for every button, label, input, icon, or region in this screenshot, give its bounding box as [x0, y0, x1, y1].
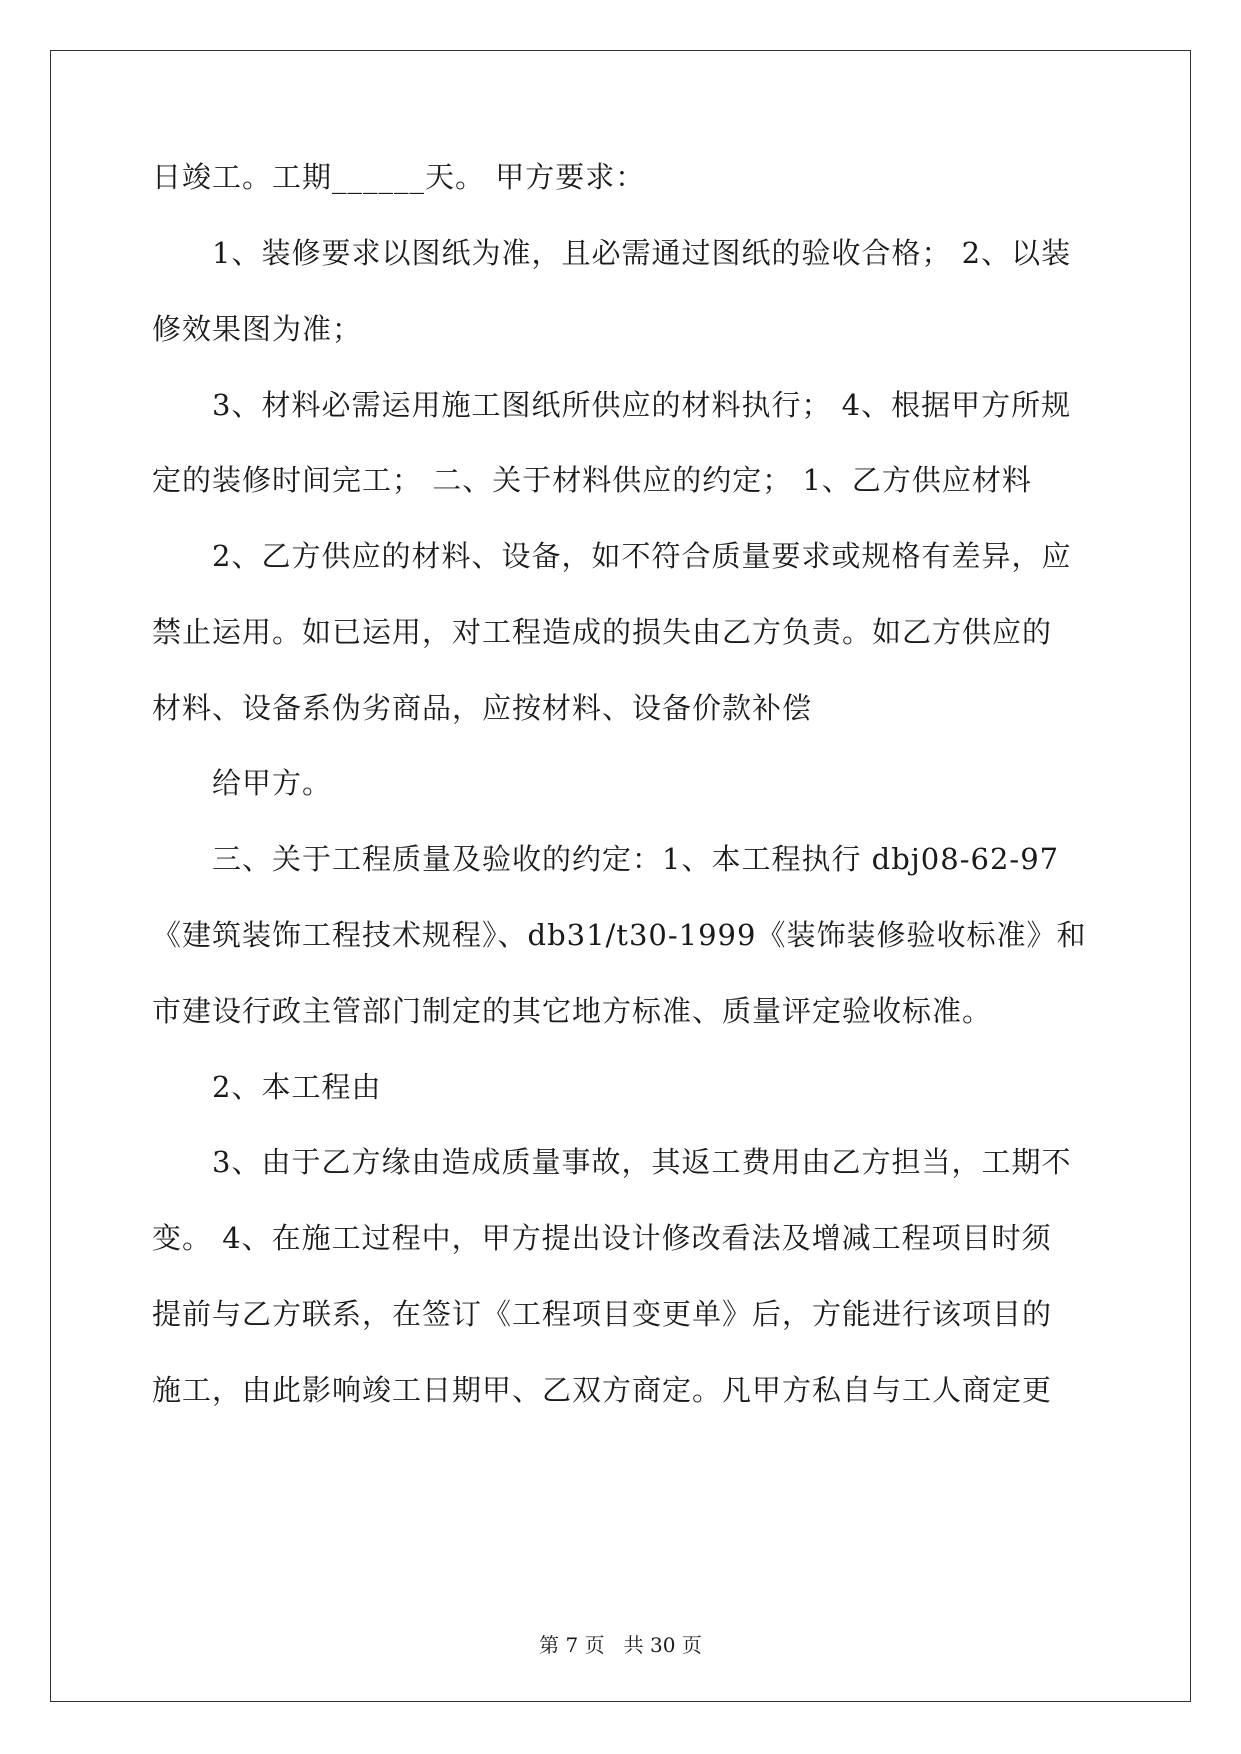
text-line: 《建筑装饰工程技术规程》、db31/t30-1999《装饰装修验收标准》和 — [152, 918, 1087, 952]
text-line: 禁止运用。如已运用，对工程造成的损失由乙方负责。如乙方供应的 — [152, 615, 1053, 649]
text-line: 日竣工。工期______天。 甲方要求： — [152, 160, 646, 194]
text-line: 1、装修要求以图纸为准，且必需通过图纸的验收合格； 2、以装 — [212, 236, 1072, 270]
text-line: 3、材料必需运用施工图纸所供应的材料执行； 4、根据甲方所规 — [212, 388, 1072, 422]
page-total: 共 30 页 — [623, 1633, 702, 1657]
page-number: 第 7 页 — [539, 1633, 605, 1657]
page-footer — [0, 1632, 1241, 1658]
text-line: 2、本工程由 — [212, 1070, 382, 1104]
text-line: 变。 4、在施工过程中，甲方提出设计修改看法及增减工程项目时须 — [152, 1221, 1052, 1255]
text-line: 3、由于乙方缘由造成质量事故，其返工费用由乙方担当，工期不 — [212, 1145, 1072, 1179]
text-line: 材料、设备系伪劣商品，应按材料、设备价款补偿 — [152, 691, 813, 725]
text-line: 施工，由此影响竣工日期甲、乙双方商定。凡甲方私自与工人商定更 — [152, 1373, 1053, 1407]
text-line: 给甲方。 — [212, 766, 333, 800]
text-line: 提前与乙方联系，在签订《工程项目变更单》后，方能进行该项目的 — [152, 1297, 1053, 1331]
text-line: 三、关于工程质量及验收的约定：1、本工程执行 dbj08-62-97 — [212, 842, 1060, 876]
text-line: 市建设行政主管部门制定的其它地方标准、质量评定验收标准。 — [152, 994, 993, 1028]
text-line: 定的装修时间完工； 二、关于材料供应的约定； 1、乙方供应材料 — [152, 463, 1032, 497]
text-line: 修效果图为准； — [152, 312, 363, 346]
text-line: 2、乙方供应的材料、设备，如不符合质量要求或规格有差异，应 — [212, 539, 1072, 573]
